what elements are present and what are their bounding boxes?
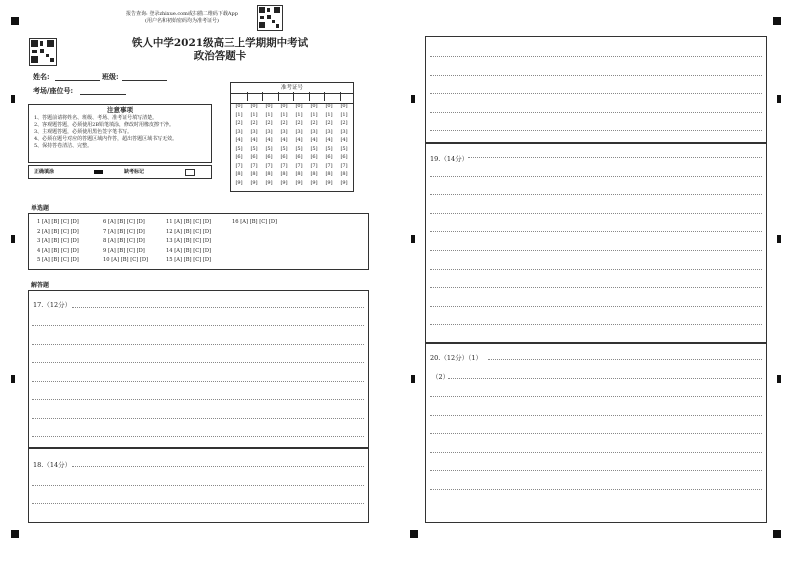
exam-id-bubble[interactable]: [3] [325, 128, 333, 135]
exam-id-bubble[interactable]: [8] [310, 171, 318, 177]
exam-id-digit-column[interactable] [247, 102, 261, 187]
answer-line[interactable] [430, 250, 762, 251]
notice-line-1: 报告查询: 登录zhixue.com或扫描二维码下载App [126, 11, 238, 17]
single-choice-item[interactable]: 1 [A] [B] [C] [D] [37, 219, 79, 225]
timing-mark [411, 375, 415, 383]
answer-line[interactable] [430, 213, 762, 214]
absent-label: 缺考标记 [124, 169, 145, 175]
class-field[interactable] [122, 80, 167, 81]
note-item: 3、主观题答题，必须使用黑色签字笔书写。 [34, 129, 133, 135]
q17-label: 17.（12分） [33, 301, 72, 309]
exam-id-bubble[interactable]: [9] [235, 179, 243, 186]
answer-line[interactable] [488, 359, 762, 360]
exam-id-bubble[interactable]: [1] [340, 111, 348, 118]
name-field[interactable] [55, 80, 100, 81]
single-choice-item[interactable]: 11 [A] [B] [C] [D] [166, 219, 212, 225]
exam-id-bubble[interactable]: [0] [265, 103, 273, 109]
single-choice-item[interactable]: 14 [A] [B] [C] [D] [166, 247, 212, 254]
answer-line[interactable] [32, 381, 364, 382]
notes-box [28, 104, 212, 163]
single-choice-item[interactable]: 7 [A] [B] [C] [D] [103, 228, 145, 235]
exam-id-bubble[interactable]: [9] [325, 179, 333, 186]
exam-id-bubble[interactable]: [0] [295, 103, 303, 109]
answer-line[interactable] [72, 466, 364, 467]
answer-line[interactable] [430, 176, 762, 177]
q19-box[interactable] [425, 143, 767, 343]
exam-id-bubble[interactable]: [6] [235, 154, 243, 160]
exam-id-bubble[interactable]: [5] [310, 145, 318, 152]
corner-mark [11, 17, 19, 25]
timing-mark [11, 95, 15, 103]
exam-id-bubble[interactable]: [9] [265, 179, 273, 186]
exam-id-bubble[interactable]: [3] [235, 128, 243, 135]
answer-line[interactable] [430, 231, 762, 232]
exam-id-bubble[interactable]: [1] [265, 111, 273, 118]
exam-id-bubble[interactable]: [4] [340, 137, 348, 143]
exam-id-bubble[interactable]: [7] [250, 162, 258, 169]
answer-line[interactable] [430, 287, 762, 288]
exam-id-bubble[interactable]: [4] [295, 137, 303, 143]
exam-id-bubble[interactable]: [6] [295, 154, 303, 160]
correct-fill-sample-icon [94, 170, 103, 174]
exam-id-cell-divider [293, 92, 294, 101]
exam-id-bubble[interactable]: [5] [250, 145, 258, 152]
note-item: 5、保持答卷清洁、完整。 [34, 143, 93, 149]
exam-id-bubble[interactable]: [6] [280, 154, 288, 160]
single-choice-column[interactable] [166, 218, 211, 266]
note-item: 1、答题前请将姓名、班级、考场、准考证号填写清楚。 [34, 115, 158, 121]
single-choice-column[interactable] [232, 218, 277, 228]
exam-id-bubble[interactable]: [4] [235, 137, 243, 143]
q18-label: 18.（14分） [33, 461, 72, 469]
exam-id-bubble[interactable]: [5] [340, 145, 348, 152]
exam-id-cell-divider [309, 92, 310, 101]
answer-line[interactable] [32, 399, 364, 400]
exam-id-bubble[interactable]: [0] [325, 103, 333, 109]
answer-line[interactable] [32, 485, 364, 486]
answer-line[interactable] [430, 93, 762, 94]
answer-line[interactable] [430, 269, 762, 270]
exam-id-bubble[interactable]: [6] [250, 154, 258, 160]
exam-id-digit-column[interactable] [232, 102, 246, 187]
single-choice-item[interactable]: 12 [A] [B] [C] [D] [166, 228, 212, 235]
qr-code-icon [29, 38, 57, 66]
exam-id-title: 准考证号 [231, 83, 353, 94]
exam-id-bubble[interactable]: [2] [310, 120, 318, 126]
answer-line[interactable] [430, 396, 762, 397]
exam-id-bubble[interactable]: [2] [340, 120, 348, 126]
single-choice-item[interactable]: 13 [A] [B] [C] [D] [166, 238, 212, 244]
exam-id-bubble[interactable]: [5] [325, 145, 333, 152]
exam-id-bubble[interactable]: [9] [280, 179, 288, 186]
answer-line[interactable] [32, 325, 364, 326]
exam-id-digit-column[interactable] [262, 102, 276, 187]
class-label: 班级: [102, 72, 119, 81]
exam-id-bubble[interactable]: [1] [280, 111, 288, 118]
exam-id-bubble[interactable]: [7] [340, 162, 348, 169]
answer-line[interactable] [448, 378, 762, 379]
exam-id-bubble[interactable]: [4] [310, 137, 318, 143]
exam-id-bubble[interactable]: [0] [235, 103, 243, 109]
exam-id-bubble[interactable]: [4] [265, 137, 273, 143]
exam-id-bubble[interactable]: [5] [235, 145, 243, 152]
exam-id-bubble[interactable]: [1] [310, 111, 318, 118]
notice-line-2: (用户名和初始密码均为准考证号) [145, 18, 219, 24]
answer-line[interactable] [430, 324, 762, 325]
single-choice-item[interactable]: 16 [A] [B] [C] [D] [232, 219, 278, 225]
notes-title: 注意事项 [107, 106, 133, 114]
single-choice-column[interactable] [37, 218, 79, 266]
exam-id-bubble[interactable]: [7] [235, 162, 243, 169]
exam-id-bubble[interactable]: [2] [235, 120, 243, 126]
timing-mark [411, 95, 415, 103]
answer-line[interactable] [430, 112, 762, 113]
exam-id-bubble[interactable]: [3] [295, 128, 303, 135]
exam-id-bubble[interactable]: [8] [295, 171, 303, 177]
answer-line[interactable] [430, 130, 762, 131]
name-label: 姓名: [33, 72, 50, 81]
exam-id-digit-column[interactable] [277, 102, 291, 187]
single-choice-item[interactable]: 2 [A] [B] [C] [D] [37, 228, 79, 235]
q16-continuation-box[interactable] [425, 36, 767, 143]
exam-id-bubble[interactable]: [3] [280, 128, 288, 135]
exam-id-bubble[interactable]: [2] [250, 120, 258, 126]
absent-checkbox[interactable] [185, 169, 195, 176]
exam-id-bubble[interactable]: [8] [250, 171, 258, 177]
page-subtitle: 政治答题卡 [193, 50, 247, 62]
exam-id-bubble[interactable]: [7] [295, 162, 303, 169]
corner-mark [11, 530, 19, 538]
timing-mark [11, 235, 15, 243]
exam-id-bubble[interactable]: [0] [340, 103, 348, 109]
exam-id-bubble[interactable]: [9] [310, 179, 318, 186]
exam-id-bubble[interactable]: [5] [295, 145, 303, 152]
answer-line[interactable] [72, 307, 364, 308]
single-choice-item[interactable]: 15 [A] [B] [C] [D] [166, 257, 212, 263]
q20-label: 20.（12分）（1） [430, 354, 482, 362]
single-choice-item[interactable]: 9 [A] [B] [C] [D] [103, 247, 145, 254]
note-item: 4、必须在题号对应的答题区域内作答，超出答题区域书写无效。 [34, 136, 178, 142]
q17-box[interactable] [28, 290, 369, 448]
exam-id-bubble[interactable]: [6] [325, 154, 333, 160]
exam-id-bubble[interactable]: [0] [310, 103, 318, 109]
exam-id-bubble[interactable]: [1] [295, 111, 303, 118]
timing-mark [11, 375, 15, 383]
seat-label: 考场/座位号: [33, 86, 74, 95]
exam-id-cell-divider [324, 92, 325, 101]
note-item: 2、客观题答题，必须使用2B铅笔填涂，修改时用橡皮擦干净。 [34, 122, 175, 128]
exam-id-cell-divider [262, 92, 263, 101]
answer-line[interactable] [430, 452, 762, 453]
exam-id-cell-divider [340, 92, 341, 101]
timing-mark [777, 235, 781, 243]
corner-mark [410, 530, 418, 538]
exam-id-bubble[interactable]: [3] [250, 128, 258, 135]
exam-id-bubble[interactable]: [3] [340, 128, 348, 135]
answer-line[interactable] [430, 489, 762, 490]
answer-line[interactable] [32, 436, 364, 437]
exam-id-bubble[interactable]: [6] [310, 154, 318, 160]
single-choice-item[interactable]: 6 [A] [B] [C] [D] [103, 219, 145, 225]
exam-id-bubble[interactable]: [8] [265, 171, 273, 177]
answer-line[interactable] [430, 56, 762, 57]
exam-id-bubble[interactable]: [8] [340, 171, 348, 177]
single-choice-column[interactable] [103, 218, 148, 266]
exam-id-bubble[interactable]: [8] [325, 171, 333, 177]
answer-line[interactable] [430, 306, 762, 307]
exam-id-bubble[interactable]: [3] [310, 128, 318, 135]
exam-id-bubble[interactable]: [9] [250, 179, 258, 186]
fill-sample-box [28, 165, 212, 179]
seat-field[interactable] [80, 94, 126, 95]
single-choice-item[interactable]: 8 [A] [B] [C] [D] [103, 238, 145, 244]
q19-label: 19.（14分） [430, 155, 469, 163]
answer-line[interactable] [32, 344, 364, 345]
exam-id-bubble[interactable]: [5] [280, 145, 288, 152]
exam-id-digit-column[interactable] [322, 102, 336, 187]
exam-id-bubble[interactable]: [8] [280, 171, 288, 177]
exam-id-bubble[interactable]: [2] [265, 120, 273, 126]
answer-line[interactable] [32, 362, 364, 363]
page-title: 铁人中学2021级高三上学期期中考试 [131, 37, 309, 49]
corner-mark [773, 17, 781, 25]
exam-id-bubble[interactable]: [8] [235, 171, 243, 177]
exam-id-bubble[interactable]: [5] [265, 145, 273, 152]
exam-id-bubble[interactable]: [4] [325, 137, 333, 143]
single-choice-item[interactable]: 5 [A] [B] [C] [D] [37, 257, 79, 263]
q20-part2-label: （2） [432, 373, 450, 381]
exam-id-bubble[interactable]: [2] [295, 120, 303, 126]
exam-id-bubble[interactable]: [7] [325, 162, 333, 169]
answer-line[interactable] [32, 503, 364, 504]
answer-line[interactable] [430, 415, 762, 416]
answers-title: 解答题 [31, 282, 50, 289]
single-choice-item[interactable]: 4 [A] [B] [C] [D] [37, 247, 79, 254]
qr-code-icon [257, 5, 283, 31]
exam-id-bubble[interactable]: [0] [250, 103, 258, 109]
answer-line[interactable] [430, 194, 762, 195]
answer-line[interactable] [430, 433, 762, 434]
exam-id-digit-column[interactable] [307, 102, 321, 187]
exam-id-bubble[interactable]: [7] [280, 162, 288, 169]
answer-line[interactable] [430, 75, 762, 76]
single-choice-title: 单选题 [31, 205, 50, 212]
exam-id-bubble[interactable]: [6] [340, 154, 348, 160]
exam-id-bubble[interactable]: [2] [325, 120, 333, 126]
exam-id-cell-divider [247, 92, 248, 101]
exam-id-bubble[interactable]: [4] [250, 137, 258, 143]
answer-line[interactable] [430, 470, 762, 471]
exam-id-bubble[interactable]: [3] [265, 128, 273, 135]
exam-id-bubble[interactable]: [4] [280, 137, 288, 143]
single-choice-item[interactable]: 10 [A] [B] [C] [D] [103, 257, 149, 263]
exam-id-bubble[interactable]: [9] [340, 179, 348, 186]
exam-id-bubble[interactable]: [1] [250, 111, 258, 118]
exam-id-bubble[interactable]: [9] [295, 179, 303, 186]
answer-line[interactable] [468, 157, 762, 158]
answer-line[interactable] [32, 418, 364, 419]
exam-id-digit-column[interactable] [292, 102, 306, 187]
exam-id-bubble[interactable]: [7] [310, 162, 318, 169]
exam-id-digit-column[interactable] [337, 102, 351, 187]
exam-id-bubble[interactable]: [0] [280, 103, 288, 109]
exam-id-cell-divider [278, 92, 279, 101]
timing-mark [777, 95, 781, 103]
exam-id-bubble[interactable]: [2] [280, 120, 288, 126]
timing-mark [411, 235, 415, 243]
single-choice-item[interactable]: 3 [A] [B] [C] [D] [37, 238, 79, 244]
exam-id-bubble[interactable]: [1] [235, 111, 243, 118]
timing-mark [777, 375, 781, 383]
exam-id-bubble[interactable]: [6] [265, 154, 273, 160]
correct-fill-label: 正确填涂 [34, 169, 55, 175]
exam-id-bubble[interactable]: [1] [325, 111, 333, 118]
corner-mark [773, 530, 781, 538]
exam-id-bubble[interactable]: [7] [265, 162, 273, 169]
